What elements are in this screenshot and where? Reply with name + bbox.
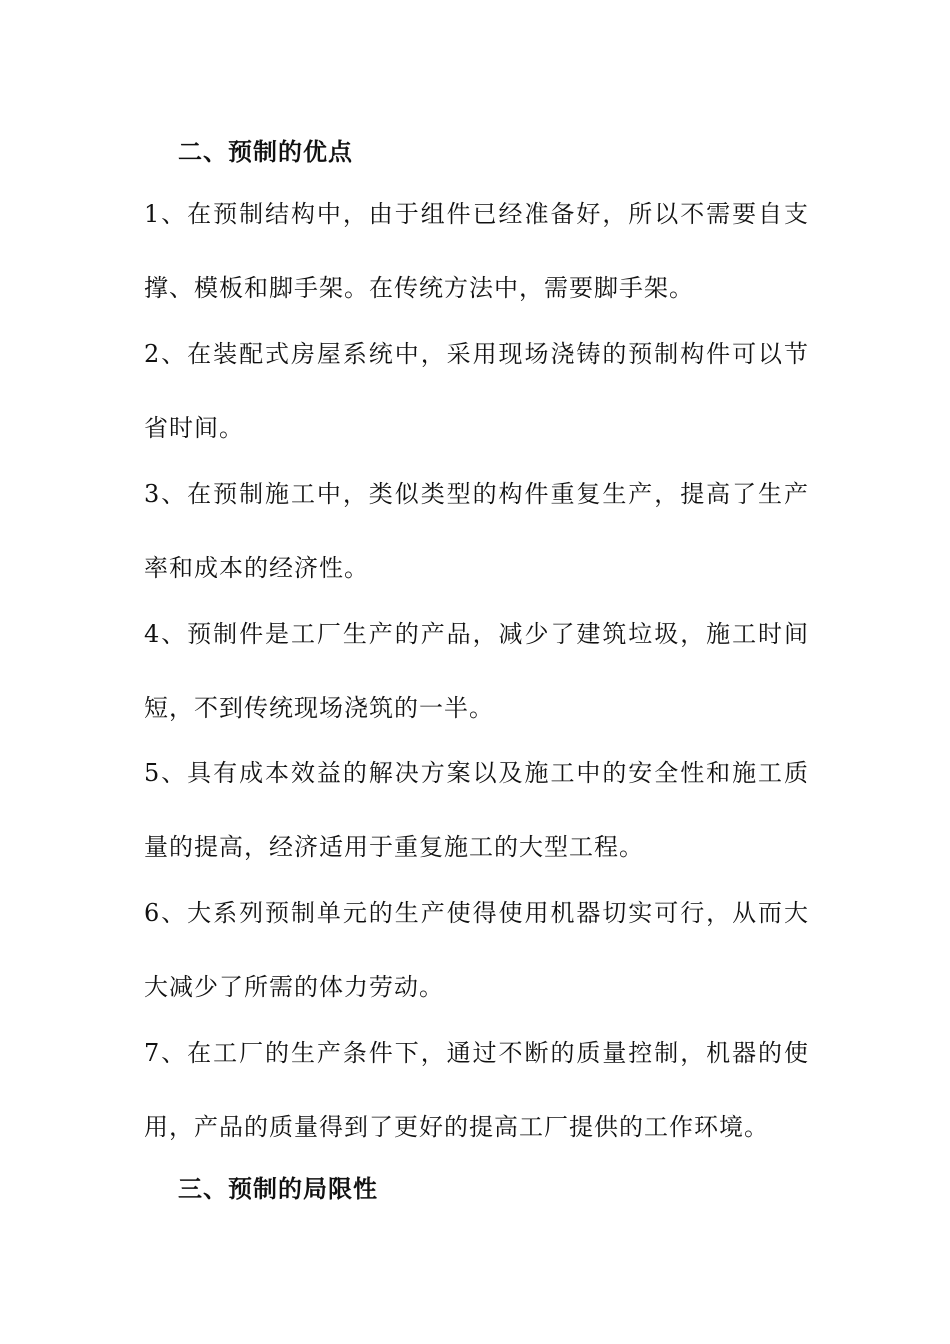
item-4-line-2: 短，不到传统现场浇筑的一半。: [144, 694, 494, 722]
section-heading-limitations: 三、预制的局限性: [178, 1174, 378, 1203]
item-4-line-1: 4、预制件是工厂生产的产品，减少了建筑垃圾，施工时间: [144, 620, 809, 648]
item-5-line-2: 量的提高，经济适用于重复施工的大型工程。: [144, 833, 644, 861]
item-6-line-1: 6、大系列预制单元的生产使得使用机器切实可行，从而大: [144, 899, 809, 927]
item-2-line-2: 省时间。: [144, 414, 244, 442]
item-1-line-2: 撑、模板和脚手架。在传统方法中，需要脚手架。: [144, 274, 694, 302]
item-7-line-1: 7、在工厂的生产条件下，通过不断的质量控制，机器的使: [144, 1039, 809, 1067]
item-3-line-2: 率和成本的经济性。: [144, 554, 369, 582]
item-5-line-1: 5、具有成本效益的解决方案以及施工中的安全性和施工质: [144, 759, 809, 787]
item-2-line-1: 2、在装配式房屋系统中，采用现场浇铸的预制构件可以节: [144, 340, 809, 368]
item-3-line-1: 3、在预制施工中，类似类型的构件重复生产，提高了生产: [144, 480, 809, 508]
item-7-line-2: 用，产品的质量得到了更好的提高工厂提供的工作环境。: [144, 1113, 769, 1141]
item-1-line-1: 1、在预制结构中，由于组件已经准备好，所以不需要自支: [144, 200, 809, 228]
item-6-line-2: 大减少了所需的体力劳动。: [144, 973, 444, 1001]
section-heading-advantages: 二、预制的优点: [178, 137, 353, 166]
